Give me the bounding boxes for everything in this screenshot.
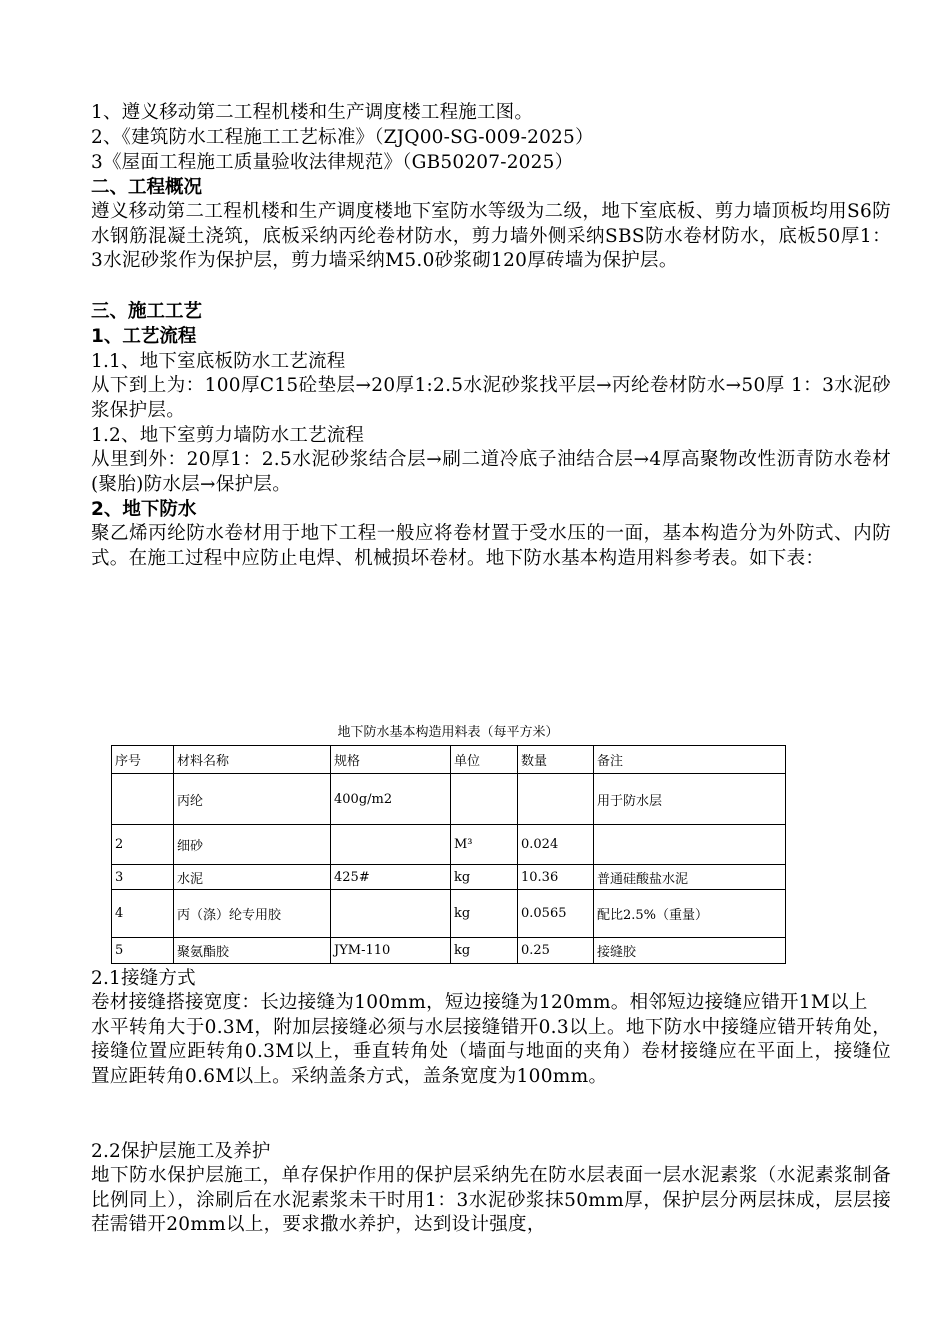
underground-waterproof-title: 2、地下防水	[91, 499, 197, 520]
table-cell: 细砂	[174, 825, 331, 865]
materials-table	[111, 745, 786, 964]
table-cell: JYM-110	[331, 938, 451, 964]
table-cell: 普通硅酸盐水泥	[594, 865, 786, 890]
section-joints-title: 2.1接缝方式	[91, 968, 196, 989]
table-cell: 400g/m2	[331, 774, 451, 825]
table-cell: 接缝胶	[594, 938, 786, 964]
table-cell	[331, 890, 451, 938]
section-joints-body-2: 水平转角大于0.3M，附加层接缝必须与水层接缝错开0.3以上。地下防水中接缝应错开转角处，接缝位置应距转角0.3M以上，垂直转角处（墙面与地面的夹角）卷材接缝应在平面上，接缝位置应距转角0.6M以上。采纳盖条方式，盖条宽度为100mm。	[91, 1016, 891, 1087]
section-overview	[91, 175, 891, 274]
table-cell: 丙（涤）纶专用胶	[174, 890, 331, 938]
table-row	[112, 938, 786, 964]
reference-line-3: 3《屋面工程施工质量验收法律规范》（GB50207-2025）	[91, 152, 574, 173]
wall-workflow-body: 从里到外：20厚1：2.5水泥砂浆结合层→刷二道冷底子油结合层→4厚高聚物改性沥青防水卷材(聚胎)防水层→保护层。	[91, 449, 891, 495]
table-cell: 丙纶	[174, 774, 331, 825]
table-cell: 425#	[331, 865, 451, 890]
table-cell: 用于防水层	[594, 774, 786, 825]
table-caption: 地下防水基本构造用料表（每平方米）	[337, 725, 559, 740]
section-process	[91, 299, 891, 571]
table-cell: 水泥	[174, 865, 331, 890]
table-cell: kg	[451, 890, 518, 938]
table-cell: 2	[112, 825, 174, 865]
section-joints	[91, 966, 891, 1089]
floor-workflow-title: 1.1、地下室底板防水工艺流程	[91, 351, 346, 372]
table-row	[112, 865, 786, 890]
underground-waterproof-body: 聚乙烯丙纶防水卷材用于地下工程一般应将卷材置于受水压的一面，基本构造分为外防式、内防式。在施工过程中应防止电焊、机械损坏卷材。地下防水基本构造用料参考表。如下表：	[91, 523, 891, 569]
table-cell: 3	[112, 865, 174, 890]
section-protection-title: 2.2保护层施工及养护	[91, 1141, 271, 1162]
table-cell	[112, 774, 174, 825]
workflow-title: 1、工艺流程	[91, 326, 197, 347]
table-cell: 配比2.5%（重量）	[594, 890, 786, 938]
section-overview-title: 二、工程概况	[91, 177, 203, 198]
table-cell: 0.25	[518, 938, 594, 964]
header-cell: 材料名称	[174, 746, 331, 774]
reference-line-2: 2、《建筑防水工程施工工艺标准》（ZJQ00-SG-009-2025）	[91, 127, 594, 148]
reference-line-1: 1、遵义移动第二工程机楼和生产调度楼工程施工图。	[91, 102, 534, 123]
table-cell: 0.024	[518, 825, 594, 865]
table-cell: 5	[112, 938, 174, 964]
table-cell	[594, 825, 786, 865]
header-cell: 备注	[594, 746, 786, 774]
table-header-row	[112, 746, 786, 774]
wall-workflow-title: 1.2、地下室剪力墙防水工艺流程	[91, 425, 365, 446]
section-process-title: 三、施工工艺	[91, 301, 203, 322]
references-block	[91, 100, 891, 175]
table-cell: 4	[112, 890, 174, 938]
table-cell	[331, 825, 451, 865]
header-cell: 单位	[451, 746, 518, 774]
header-cell: 数量	[518, 746, 594, 774]
table-cell: 10.36	[518, 865, 594, 890]
section-overview-body: 遵义移动第二工程机楼和生产调度楼地下室防水等级为二级，地下室底板、剪力墙顶板均用S6防水钢筋混凝土浇筑，底板采纳丙纶卷材防水，剪力墙外侧采纳SBS防水卷材防水，底板50厚1：3水泥砂浆作为保护层，剪力墙采纳M5.0砂浆砌120厚砖墙为保护层。	[91, 201, 891, 271]
header-cell: 规格	[331, 746, 451, 774]
section-joints-body-1: 卷材接缝搭接宽度：长边接缝为100mm，短边接缝为120mm。相邻短边接缝应错开1M以上	[91, 992, 868, 1013]
table-cell	[451, 774, 518, 825]
section-protection	[91, 1139, 891, 1238]
section-protection-body: 地下防水保护层施工，单存保护作用的保护层采纳先在防水层表面一层水泥素浆（水泥素浆制备比例同上），涂刷后在水泥素浆未干时用1：3水泥砂浆抹50mm厚，保护层分两层抹成，层层接茬需错开20mm以上，要求撒水养护，达到设计强度，	[91, 1165, 891, 1235]
table-row	[112, 890, 786, 938]
table-row	[112, 825, 786, 865]
table-cell: M³	[451, 825, 518, 865]
table-cell	[518, 774, 594, 825]
floor-workflow-body: 从下到上为：100厚C15砼垫层→20厚1:2.5水泥砂浆找平层→丙纶卷材防水→50厚 1：3水泥砂浆保护层。	[91, 375, 891, 421]
table-cell: 聚氨酯胶	[174, 938, 331, 964]
table-cell: 0.0565	[518, 890, 594, 938]
table-row	[112, 774, 786, 825]
header-cell: 序号	[112, 746, 174, 774]
table-cell: kg	[451, 865, 518, 890]
table-cell: kg	[451, 938, 518, 964]
